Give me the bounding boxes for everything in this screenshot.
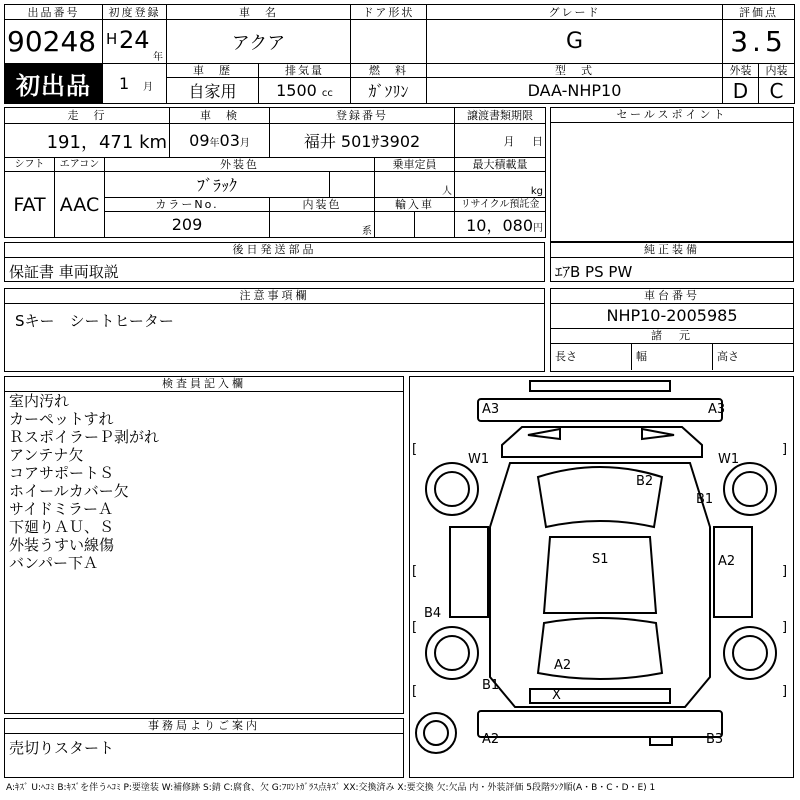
damage-mark: X — [552, 688, 561, 703]
reg-no-label: 登録番号 — [270, 108, 455, 124]
interior-score: C — [759, 78, 795, 104]
exterior-color: ﾌﾞﾗｯｸ — [105, 172, 330, 198]
damage-mark: B1 — [696, 492, 714, 507]
body-outline — [490, 463, 710, 707]
damage-mark: A2 — [482, 732, 500, 747]
front-right-wheel — [724, 463, 776, 515]
damage-mark: B4 — [424, 606, 442, 621]
int-color-label: 内装色 — [270, 198, 375, 212]
car-name-label: 車 名 — [167, 5, 351, 20]
lot-number: 90248 — [5, 20, 103, 64]
height-label: 高さ — [717, 350, 739, 363]
bracket-mark: ] — [782, 620, 788, 635]
door-label: ドア形状 — [351, 5, 427, 20]
inspector-line: サイドミラーＡ — [9, 500, 113, 518]
reg-year: 24 — [119, 26, 150, 54]
notes-label: 注意事項欄 — [5, 289, 544, 304]
capacity-label: 乗車定員 — [375, 158, 455, 172]
year-unit: 年 — [153, 52, 163, 63]
inspector-line: 室内汚れ — [9, 392, 70, 410]
roof-outline — [544, 537, 656, 613]
office-box — [4, 718, 404, 778]
damage-mark: A2 — [718, 554, 736, 569]
first-reg-month-cell — [103, 64, 167, 104]
legend: A:ｷｽﾞ U:ﾍｺﾐ B:ｷｽﾞを伴うﾍｺﾐ P:要塗装 W:補修跡 S:錆 C:腐食、欠 G:ﾌﾛﾝﾄｶﾞﾗｽ点ｷｽﾞ XX:交換済み X:要交換 欠:欠品 内・外装評価 5段階ﾗﾝｸ順(A・B・C・D・E) 1 — [6, 783, 656, 793]
chassis-box — [550, 288, 794, 372]
max-load-unit: kg — [455, 172, 546, 198]
car-diagram — [410, 377, 793, 777]
capacity-unit: 人 — [375, 172, 455, 198]
bracket-mark: ] — [782, 442, 788, 457]
import-label: 輸入車 — [375, 198, 455, 212]
int-color-unit: 系 — [270, 212, 375, 238]
fuel-label: 燃 料 — [351, 64, 427, 78]
mileage-label: 走 行 — [5, 108, 170, 124]
interior-label: 内装 — [759, 64, 795, 78]
damage-mark: A2 — [554, 658, 572, 673]
insp-month: 03 — [219, 131, 240, 150]
damage-mark: A3 — [482, 402, 500, 417]
header-table — [4, 4, 795, 104]
factory-equipment-box — [550, 242, 794, 282]
damage-diagram-box — [409, 376, 794, 778]
inspector-line: コアサポートＳ — [9, 464, 115, 482]
bracket-mark: [ — [412, 442, 418, 457]
bracket-mark: [ — [412, 620, 418, 635]
chassis-label: 車台番号 — [551, 289, 793, 304]
inspector-line: ホイールカバー欠 — [9, 482, 129, 500]
inspector-line: カーペットすれ — [9, 410, 114, 428]
mileage-cell — [5, 124, 170, 158]
air-conditioner: AAC — [55, 172, 105, 238]
insp-year-unit: 年 — [209, 138, 220, 149]
month-unit: 月 — [143, 82, 153, 93]
displacement: 1500 — [276, 81, 317, 100]
recycle-cell — [455, 212, 546, 238]
sales-points-label: セールスポイント — [551, 108, 793, 123]
exterior-score: D — [723, 78, 759, 104]
insp-year: 09 — [189, 131, 210, 150]
transfer-month-unit: 月 — [503, 134, 515, 148]
yen-unit: 円 — [533, 223, 544, 234]
door-value — [351, 20, 427, 64]
bracket-mark: ] — [782, 564, 788, 579]
length-label: 長さ — [551, 344, 632, 370]
bracket-mark: ] — [782, 684, 788, 699]
inspector-line: ＲスポイラーＰ剥がれ — [9, 428, 160, 446]
color-number: 209 — [105, 212, 270, 238]
registration-number: 福井 501ｻ3902 — [270, 124, 455, 158]
ext-color-label: 外装色 — [105, 158, 375, 172]
shift-label: シフト — [5, 158, 55, 172]
history: 自家用 — [167, 78, 259, 104]
lot-no-label: 出品番号 — [5, 5, 103, 20]
inspection-cell — [170, 124, 270, 158]
office-text: 売切りスタート — [9, 739, 115, 757]
front-bumper-outline — [478, 399, 722, 421]
inspector-line: 下廻りＡＵ、Ｓ — [9, 518, 115, 536]
damage-mark: S1 — [592, 552, 609, 567]
shift: FAT — [5, 172, 55, 238]
rear-left-wheel — [426, 627, 478, 679]
ext-color-blank — [330, 172, 375, 198]
first-reg-label: 初度登録 — [103, 5, 167, 20]
color-no-label: カラーNo. — [105, 198, 270, 212]
model: DAA-NHP10 — [427, 78, 723, 104]
front-left-wheel — [426, 463, 478, 515]
inspector-line: 外装うすい線傷 — [9, 536, 115, 554]
later-parts-text: 保証書 車両取説 — [9, 263, 119, 281]
factory-equipment-text: ｴｱB PS PW — [555, 263, 633, 281]
cc-unit: cc — [321, 88, 333, 99]
history-label: 車 歴 — [167, 64, 259, 78]
width-label: 幅 — [632, 344, 713, 370]
fuel: ｶﾞｿﾘﾝ — [351, 78, 427, 104]
side-doors-outline — [450, 527, 752, 617]
inspector-line: アンテナ欠 — [9, 446, 84, 464]
model-label: 型 式 — [427, 64, 723, 78]
inspection-label: 車 検 — [170, 108, 270, 124]
first-listing-badge: 初出品 — [5, 64, 103, 104]
office-label: 事務局よりご案内 — [5, 719, 403, 734]
import-blank-2 — [415, 212, 455, 238]
displacement-label: 排気量 — [259, 64, 351, 78]
damage-mark: A3 — [708, 402, 726, 417]
damage-mark: B2 — [636, 474, 654, 489]
transfer-label: 譲渡書類期限 — [455, 108, 546, 124]
reg-month: 1 — [119, 74, 130, 93]
trunk-outline — [530, 689, 670, 703]
max-load-label: 最大積載量 — [455, 158, 546, 172]
notes-box — [4, 288, 545, 372]
ac-label: エアコン — [55, 158, 105, 172]
dimensions-label: 諸 元 — [551, 329, 793, 344]
damage-mark: B1 — [482, 678, 500, 693]
spare-wheel — [416, 713, 456, 753]
mileage: 191，471 — [46, 131, 134, 153]
bracket-mark: [ — [412, 564, 418, 579]
sales-points-box — [550, 107, 794, 242]
later-parts-label: 後日発送部品 — [5, 243, 544, 258]
era: H — [106, 30, 118, 48]
damage-mark: B3 — [706, 732, 724, 747]
transfer-day-unit: 日 — [532, 134, 544, 148]
import-blank — [375, 212, 415, 238]
hood-front-outline — [502, 427, 702, 457]
roof-strip-outline — [530, 381, 670, 391]
displacement-cell — [259, 78, 351, 104]
recycle-deposit: 10，080 — [466, 216, 534, 235]
car-name: アクア — [167, 20, 351, 64]
damage-mark: W1 — [718, 452, 740, 467]
score-label: 評価点 — [723, 5, 795, 20]
grade-label: グレード — [427, 5, 723, 20]
inspector-box — [4, 376, 404, 714]
later-parts-box — [4, 242, 545, 282]
factory-equipment-label: 純正装備 — [551, 243, 793, 258]
damage-mark: W1 — [468, 452, 490, 467]
exterior-label: 外装 — [723, 64, 759, 78]
rear-right-wheel — [724, 627, 776, 679]
recycle-label: リサイクル預託金 — [455, 198, 546, 212]
km-unit: km — [139, 131, 168, 153]
notes-text: Sキー シートヒーター — [15, 312, 174, 330]
details-table — [4, 107, 546, 238]
transfer-cell — [455, 124, 546, 158]
grade: G — [427, 20, 723, 64]
inspector-label: 検査員記入欄 — [5, 377, 403, 392]
rear-bumper-outline — [478, 711, 722, 737]
chassis-number: NHP10-2005985 — [551, 304, 793, 329]
inspector-line: バンパー下Ａ — [9, 554, 98, 572]
bracket-mark: [ — [412, 684, 418, 699]
score: 3.5 — [723, 20, 795, 64]
inspector-notes — [5, 392, 403, 572]
first-reg-year-cell — [103, 20, 167, 64]
insp-month-unit: 月 — [239, 138, 250, 149]
